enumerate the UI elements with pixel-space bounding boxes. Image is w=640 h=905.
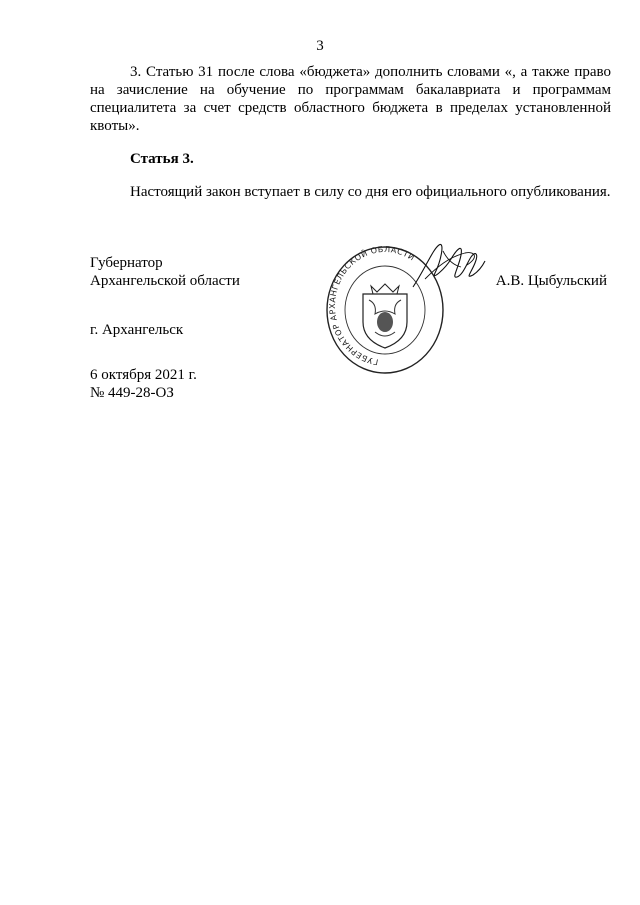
signatory-title-line-1: Губернатор xyxy=(90,255,163,271)
place-of-signing: г. Архангельск xyxy=(90,322,184,338)
page-number: 3 xyxy=(316,38,324,54)
svg-text:ГУБЕРНАТОР АРХАНГЕЛЬСКОЙ ОБЛАС xyxy=(328,245,416,367)
amendment-paragraph: 3. Статью 31 после слова «бюджета» дополнить словами «, а также право на зачисление на обучение по программам бакалавриата и программам специалитета за счет средств областного бюджета в пределах установленной квоты». xyxy=(90,64,611,134)
article-heading: Статья 3. xyxy=(130,151,194,167)
signatory-title xyxy=(90,254,240,290)
signatory-name: А.В. Цыбульский xyxy=(495,273,607,289)
effective-date-paragraph: Настоящий закон вступает в силу со дня его официального опубликования. xyxy=(130,184,611,200)
law-number: № 449-28-ОЗ xyxy=(90,385,174,401)
seal-ring-text: ГУБЕРНАТОР АРХАНГЕЛЬСКОЙ ОБЛАСТИ xyxy=(328,244,417,367)
date-and-number xyxy=(90,366,197,402)
handwritten-signature xyxy=(405,239,487,293)
coat-of-arms-emblem xyxy=(363,284,407,348)
signatory-title-line-2: Архангельской области xyxy=(90,273,240,289)
signing-date: 6 октября 2021 г. xyxy=(90,367,197,383)
